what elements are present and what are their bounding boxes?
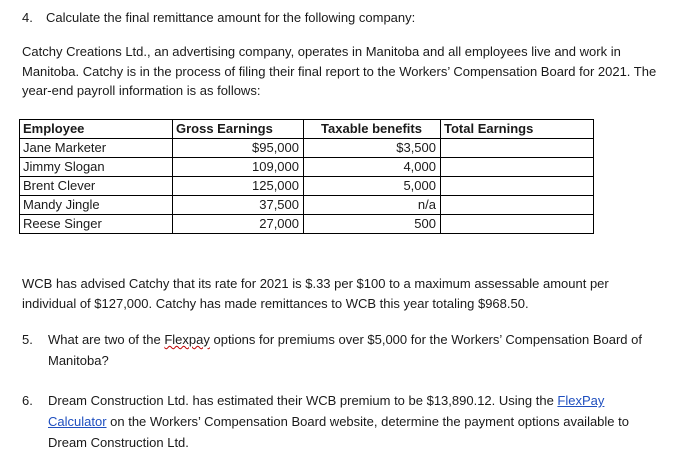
table-row <box>20 196 594 215</box>
header-employee: Employee <box>20 120 173 139</box>
gross-earnings: 37,500 <box>173 196 304 215</box>
question-6-text-end: on the Workers’ Compensation Board website, determine the payment options available to Dream Construction Ltd. <box>48 414 629 450</box>
table-row <box>20 177 594 196</box>
taxable-benefits: 4,000 <box>304 158 441 177</box>
question-5-text-start: What are two of the <box>48 332 165 347</box>
gross-earnings: 125,000 <box>173 177 304 196</box>
taxable-benefits: 500 <box>304 215 441 234</box>
flexpay-calculator-link-part2[interactable]: Calculator <box>48 414 107 429</box>
table-header-row <box>20 120 594 139</box>
question-6-text-start: Dream Construction Ltd. has estimated their WCB premium to be $13,890.12. Using the <box>48 393 558 408</box>
total-earnings <box>441 139 594 158</box>
gross-earnings: $95,000 <box>173 139 304 158</box>
question-5-number: 5. <box>22 332 33 347</box>
taxable-benefits: $3,500 <box>304 139 441 158</box>
header-total-earnings: Total Earnings <box>441 120 594 139</box>
question-6 <box>22 390 662 453</box>
total-earnings <box>441 196 594 215</box>
header-gross-earnings: Gross Earnings <box>173 120 304 139</box>
taxable-benefits: 5,000 <box>304 177 441 196</box>
gross-earnings: 109,000 <box>173 158 304 177</box>
employee-name: Brent Clever <box>20 177 173 196</box>
gross-earnings: 27,000 <box>173 215 304 234</box>
employee-name: Reese Singer <box>20 215 173 234</box>
question-5-text <box>48 329 662 371</box>
employee-name: Jane Marketer <box>20 139 173 158</box>
taxable-benefits: n/a <box>304 196 441 215</box>
total-earnings <box>441 177 594 196</box>
question-4-number: 4. <box>22 10 33 25</box>
wcb-rate-note: WCB has advised Catchy that its rate for 2021 is $.33 per $100 to a maximum assessable amount per individual of $127,000. Catchy has made remittances to WCB this year totaling $968.50. <box>22 276 609 311</box>
flexpay-spellcheck-word: Flexpay <box>164 332 210 347</box>
table-row <box>20 158 594 177</box>
employee-name: Mandy Jingle <box>20 196 173 215</box>
table-row <box>20 139 594 158</box>
flexpay-calculator-link-part1[interactable]: FlexPay <box>557 393 605 408</box>
question-5 <box>22 329 662 371</box>
header-taxable-benefits: Taxable benefits <box>304 120 441 139</box>
question-4-intro: Catchy Creations Ltd., an advertising company, operates in Manitoba and all employees live and work in Manitoba. Catchy is in the process of filing their final report to the Workers’ Compensation Board for 2021. The year-end payroll information is as follows: <box>22 44 657 98</box>
question-6-number: 6. <box>22 393 33 408</box>
employee-name: Jimmy Slogan <box>20 158 173 177</box>
total-earnings <box>441 158 594 177</box>
question-4-title: Calculate the final remittance amount for the following company: <box>46 10 416 25</box>
question-5-text-end: options for premiums over $5,000 for the Workers’ Compensation Board of Manitoba? <box>48 332 642 368</box>
payroll-table <box>19 119 594 234</box>
table-row <box>20 215 594 234</box>
total-earnings <box>441 215 594 234</box>
question-6-text <box>48 390 662 453</box>
question-4-heading <box>22 10 415 26</box>
